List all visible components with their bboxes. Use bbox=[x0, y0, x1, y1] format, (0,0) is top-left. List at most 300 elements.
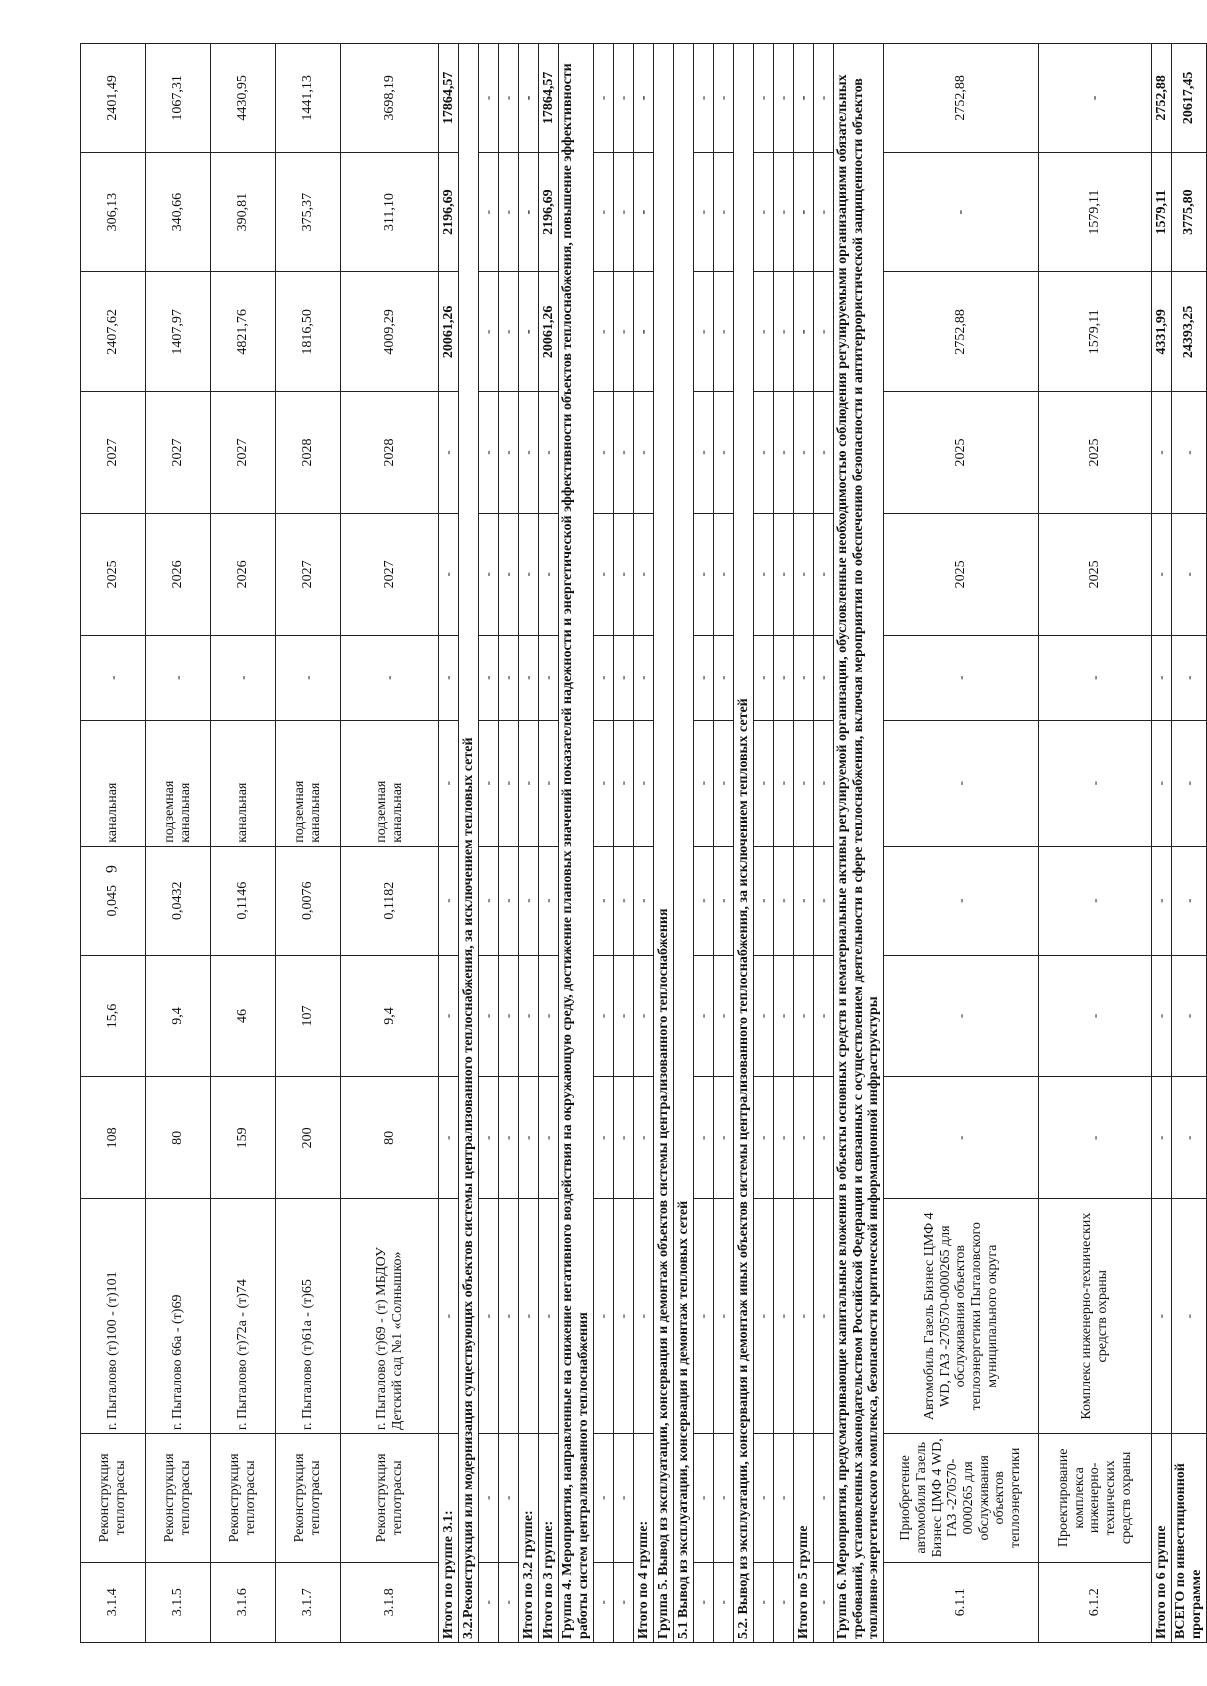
dash-cell: - bbox=[479, 635, 499, 720]
total-nds: - bbox=[519, 152, 539, 272]
empty-row bbox=[479, 44, 499, 1643]
measure-name: Проектирование комплекса инженерно-технических средств охраны bbox=[1039, 1434, 1152, 1562]
dash-cell: - bbox=[694, 1434, 714, 1562]
header-row-5-2 bbox=[734, 44, 754, 1643]
total-remaining: 17864,57 bbox=[439, 44, 459, 153]
row-number: 3.1.5 bbox=[146, 1562, 211, 1642]
dash-cell: - bbox=[884, 1077, 1039, 1199]
total-row-6 bbox=[1152, 44, 1172, 1643]
dash-cell: - bbox=[754, 1199, 774, 1434]
dash-cell: - bbox=[814, 720, 834, 846]
dash-cell: - bbox=[594, 513, 614, 635]
dash-cell: - bbox=[499, 44, 519, 153]
total-cost: - bbox=[519, 272, 539, 392]
dash-cell: - bbox=[814, 513, 834, 635]
dash-cell: - bbox=[479, 846, 499, 955]
diameter: 108 bbox=[81, 1077, 146, 1199]
dash-cell: - bbox=[814, 44, 834, 153]
remaining-value: 2752,88 bbox=[884, 44, 1039, 153]
length: 9,4 bbox=[146, 955, 211, 1077]
dash-cell: - bbox=[774, 513, 794, 635]
dash-cell: - bbox=[499, 392, 519, 514]
start-year: 2027 bbox=[341, 513, 439, 635]
length: 15,6 bbox=[81, 955, 146, 1077]
nds-value: 340,66 bbox=[146, 152, 211, 272]
length: 9,4 bbox=[341, 955, 439, 1077]
dash-cell: - bbox=[479, 152, 499, 272]
dash-cell: - bbox=[594, 152, 614, 272]
dash-cell: - bbox=[499, 152, 519, 272]
total-cost: 1407,97 bbox=[146, 272, 211, 392]
start-year: 2025 bbox=[884, 513, 1039, 635]
dash-cell: - bbox=[754, 152, 774, 272]
dash-cell: - bbox=[594, 1434, 614, 1562]
table-row bbox=[341, 44, 439, 1643]
table-row bbox=[276, 44, 341, 1643]
location: г. Пыталово (т)72а - (т)74 bbox=[211, 1199, 276, 1434]
end-year: 2027 bbox=[81, 392, 146, 514]
dash-cell: - bbox=[814, 635, 834, 720]
dash-cell: - bbox=[499, 1077, 519, 1199]
start-year: 2025 bbox=[1039, 513, 1152, 635]
total-nds: - bbox=[794, 152, 814, 272]
dash-cell: - bbox=[714, 1562, 734, 1642]
group-header: 5.1 Вывод из эксплуатации, консервация и демонтаж тепловых сетей bbox=[674, 44, 694, 1643]
dash-cell: - bbox=[774, 955, 794, 1077]
dash-cell: - bbox=[146, 635, 211, 720]
total-nds: 2196,69 bbox=[439, 152, 459, 272]
dash-cell: - bbox=[754, 720, 774, 846]
end-year: 2028 bbox=[276, 392, 341, 514]
dash-cell: - bbox=[634, 1199, 654, 1434]
dash-cell: - bbox=[594, 720, 614, 846]
total-cost: 24393,25 bbox=[1172, 272, 1207, 392]
dash-cell: - bbox=[1172, 955, 1207, 1077]
dash-cell: - bbox=[479, 272, 499, 392]
row-number: 6.1.2 bbox=[1039, 1562, 1152, 1642]
dash-cell: - bbox=[794, 1199, 814, 1434]
dash-cell: - bbox=[694, 955, 714, 1077]
table-body bbox=[81, 44, 1207, 1643]
table-row bbox=[884, 44, 1039, 1643]
dash-cell: - bbox=[594, 1562, 614, 1642]
dash-cell: - bbox=[714, 720, 734, 846]
total-cost: 4331,99 bbox=[1152, 272, 1172, 392]
dash-cell: - bbox=[539, 1077, 559, 1199]
row-number: 3.1.7 bbox=[276, 1562, 341, 1642]
group-header: Группа 5. Вывод из эксплуатации, консервация и демонтаж объектов системы централизованного теплоснабжения bbox=[654, 44, 674, 1643]
remaining-value: - bbox=[1039, 44, 1152, 153]
dash-cell: - bbox=[1039, 955, 1152, 1077]
dash-cell: - bbox=[794, 846, 814, 955]
total-cost: 2407,62 bbox=[81, 272, 146, 392]
dash-cell: - bbox=[774, 272, 794, 392]
empty-row bbox=[614, 44, 634, 1643]
dash-cell: - bbox=[81, 635, 146, 720]
dash-cell: - bbox=[614, 272, 634, 392]
dash-cell: - bbox=[774, 1562, 794, 1642]
measure-name: Реконструкция теплотрассы bbox=[81, 1434, 146, 1562]
dash-cell: - bbox=[1152, 1199, 1172, 1434]
dash-cell: - bbox=[1172, 1199, 1207, 1434]
nds-value: 1579,11 bbox=[1039, 152, 1152, 272]
total-label: ВСЕГО по инвестиционной программе bbox=[1172, 1434, 1207, 1643]
dash-cell: - bbox=[614, 955, 634, 1077]
dash-cell: - bbox=[614, 392, 634, 514]
total-remaining: - bbox=[519, 44, 539, 153]
dash-cell: - bbox=[479, 720, 499, 846]
dash-cell: - bbox=[594, 846, 614, 955]
remaining-value: 1441,13 bbox=[276, 44, 341, 153]
dash-cell: - bbox=[634, 846, 654, 955]
dash-cell: - bbox=[539, 1199, 559, 1434]
dash-cell: - bbox=[341, 635, 439, 720]
dash-cell: - bbox=[539, 392, 559, 514]
total-cost: 20061,26 bbox=[539, 272, 559, 392]
row-number: 3.1.4 bbox=[81, 1562, 146, 1642]
remaining-value: 2401,49 bbox=[81, 44, 146, 153]
dash-cell: - bbox=[754, 1562, 774, 1642]
dash-cell: - bbox=[754, 392, 774, 514]
dash-cell: - bbox=[1152, 955, 1172, 1077]
dash-cell: - bbox=[1039, 720, 1152, 846]
empty-row bbox=[814, 44, 834, 1643]
total-remaining: 17864,57 bbox=[539, 44, 559, 153]
measure-name: Приобретение автомобиля Газель Бизнес ЦМФ 4 WD, ГАЗ -270570-0000265 для обслуживания объектов теплоэнергетики bbox=[884, 1434, 1039, 1562]
dash-cell: - bbox=[694, 513, 714, 635]
dash-cell: - bbox=[614, 1434, 634, 1562]
dash-cell: - bbox=[774, 1434, 794, 1562]
total-remaining: - bbox=[794, 44, 814, 153]
dash-cell: - bbox=[634, 720, 654, 846]
header-row-3-2 bbox=[459, 44, 479, 1643]
dash-cell: - bbox=[499, 513, 519, 635]
dash-cell: - bbox=[714, 846, 734, 955]
total-label: Итого по 4 группе: bbox=[634, 1434, 654, 1643]
dash-cell: - bbox=[1172, 1077, 1207, 1199]
nds-value: 390,81 bbox=[211, 152, 276, 272]
dash-cell: - bbox=[694, 272, 714, 392]
dash-cell: - bbox=[794, 392, 814, 514]
total-row-5 bbox=[794, 44, 814, 1643]
dash-cell: - bbox=[814, 955, 834, 1077]
dash-cell: - bbox=[754, 1434, 774, 1562]
dash-cell: - bbox=[714, 44, 734, 153]
empty-row bbox=[774, 44, 794, 1643]
dash-cell: - bbox=[439, 392, 459, 514]
dash-cell: - bbox=[1039, 846, 1152, 955]
dash-cell: - bbox=[539, 513, 559, 635]
volume: 0,0432 bbox=[146, 846, 211, 955]
dash-cell: - bbox=[634, 513, 654, 635]
dash-cell: - bbox=[814, 846, 834, 955]
length: 107 bbox=[276, 955, 341, 1077]
dash-cell: - bbox=[1039, 1077, 1152, 1199]
dash-cell: - bbox=[754, 272, 774, 392]
table-row bbox=[211, 44, 276, 1643]
empty-row bbox=[714, 44, 734, 1643]
dash-cell: - bbox=[519, 1077, 539, 1199]
dash-cell: - bbox=[754, 44, 774, 153]
dash-cell: - bbox=[479, 1562, 499, 1642]
start-year: 2025 bbox=[81, 513, 146, 635]
dash-cell: - bbox=[499, 1562, 519, 1642]
empty-row bbox=[694, 44, 714, 1643]
dash-cell: - bbox=[276, 635, 341, 720]
dash-cell: - bbox=[694, 846, 714, 955]
dash-cell: - bbox=[634, 635, 654, 720]
start-year: 2026 bbox=[211, 513, 276, 635]
dash-cell: - bbox=[539, 846, 559, 955]
dash-cell: - bbox=[694, 720, 714, 846]
dash-cell: - bbox=[479, 1199, 499, 1434]
dash-cell: - bbox=[594, 1077, 614, 1199]
group-header: Группа 6. Мероприятия, предусматривающие капитальные вложения в объекты основных средств и нематериальные активы регулируемой организации, обусловленные необходимостью соблюдения регулируемыми организациями обязательных требований, установленных законодательством Российской Федерации и связанных с осуществлением деятельности в сфере теплоснабжения, включая мероприятия по обеспечению безопасности и антитеррористической защищенности объектов топливно-энергетического комплекса, безопасности критической информационной инфраструктуры bbox=[834, 44, 884, 1643]
length: 46 bbox=[211, 955, 276, 1077]
dash-cell: - bbox=[614, 635, 634, 720]
header-row-6 bbox=[834, 44, 884, 1643]
dash-cell: - bbox=[714, 1077, 734, 1199]
header-row-5-1 bbox=[674, 44, 694, 1643]
dash-cell: - bbox=[1152, 1077, 1172, 1199]
dash-cell: - bbox=[694, 152, 714, 272]
dash-cell: - bbox=[1172, 513, 1207, 635]
location: Комплекс инженерно-технических средств охраны bbox=[1039, 1199, 1152, 1434]
measure-name: Реконструкция теплотрассы bbox=[211, 1434, 276, 1562]
dash-cell: - bbox=[499, 1434, 519, 1562]
dash-cell: - bbox=[499, 1199, 519, 1434]
dash-cell: - bbox=[499, 955, 519, 1077]
total-label: Итого по 5 группе bbox=[794, 1434, 814, 1643]
dash-cell: - bbox=[439, 846, 459, 955]
dash-cell: - bbox=[714, 152, 734, 272]
dash-cell: - bbox=[1152, 513, 1172, 635]
total-nds: 2196,69 bbox=[539, 152, 559, 272]
dash-cell: - bbox=[539, 955, 559, 1077]
table-row bbox=[1039, 44, 1152, 1643]
total-cost: 1816,50 bbox=[276, 272, 341, 392]
table-row bbox=[146, 44, 211, 1643]
total-row-3 bbox=[539, 44, 559, 1643]
total-remaining: 20617,45 bbox=[1172, 44, 1207, 153]
dash-cell: - bbox=[614, 846, 634, 955]
remaining-value: 3698,19 bbox=[341, 44, 439, 153]
diameter: 80 bbox=[146, 1077, 211, 1199]
dash-cell: - bbox=[694, 1199, 714, 1434]
dash-cell: - bbox=[794, 955, 814, 1077]
dash-cell: - bbox=[594, 635, 614, 720]
total-label: Итого по группе 3.1: bbox=[439, 1434, 459, 1643]
total-nds: 1579,11 bbox=[1152, 152, 1172, 272]
measure-name: Реконструкция теплотрассы bbox=[276, 1434, 341, 1562]
dash-cell: - bbox=[499, 720, 519, 846]
end-year: 2028 bbox=[341, 392, 439, 514]
dash-cell: - bbox=[1172, 846, 1207, 955]
dash-cell: - bbox=[714, 1434, 734, 1562]
dash-cell: - bbox=[814, 1199, 834, 1434]
dash-cell: - bbox=[774, 846, 794, 955]
dash-cell: - bbox=[814, 1562, 834, 1642]
dash-cell: - bbox=[479, 392, 499, 514]
table-row bbox=[81, 44, 146, 1643]
dash-cell: - bbox=[519, 513, 539, 635]
dash-cell: - bbox=[694, 44, 714, 153]
total-cost: 1579,11 bbox=[1039, 272, 1152, 392]
dash-cell: - bbox=[539, 720, 559, 846]
dash-cell: - bbox=[634, 955, 654, 1077]
dash-cell: - bbox=[1152, 392, 1172, 514]
location: г. Пыталово (т)100 - (т)101 bbox=[81, 1199, 146, 1434]
total-row-3-1 bbox=[439, 44, 459, 1643]
dash-cell: - bbox=[794, 635, 814, 720]
dash-cell: - bbox=[614, 513, 634, 635]
dash-cell: - bbox=[439, 513, 459, 635]
volume: 0,1182 bbox=[341, 846, 439, 955]
total-row-4 bbox=[634, 44, 654, 1643]
dash-cell: - bbox=[519, 392, 539, 514]
dash-cell: - bbox=[539, 635, 559, 720]
dash-cell: - bbox=[594, 392, 614, 514]
dash-cell: - bbox=[614, 1077, 634, 1199]
dash-cell: - bbox=[774, 44, 794, 153]
total-nds: 3775,80 bbox=[1172, 152, 1207, 272]
end-year: 2027 bbox=[211, 392, 276, 514]
page-number: 6 bbox=[102, 865, 119, 873]
dash-cell: - bbox=[1152, 846, 1172, 955]
dash-cell: - bbox=[479, 955, 499, 1077]
dash-cell: - bbox=[1172, 720, 1207, 846]
header-row-5 bbox=[654, 44, 674, 1643]
dash-cell: - bbox=[774, 152, 794, 272]
location: Автомобиль Газель Бизнес ЦМФ 4 WD, ГАЗ -270570-0000265 для обслуживания объектов теплоэнергетики Пыталовского муниципального округа bbox=[884, 1199, 1039, 1434]
dash-cell: - bbox=[714, 955, 734, 1077]
dash-cell: - bbox=[499, 272, 519, 392]
row-number: 3.1.8 bbox=[341, 1562, 439, 1642]
dash-cell: - bbox=[211, 635, 276, 720]
dash-cell: - bbox=[614, 720, 634, 846]
end-year: 2025 bbox=[1039, 392, 1152, 514]
dash-cell: - bbox=[774, 1199, 794, 1434]
dash-cell: - bbox=[519, 720, 539, 846]
dash-cell: - bbox=[814, 1077, 834, 1199]
dash-cell: - bbox=[754, 635, 774, 720]
total-nds: - bbox=[634, 152, 654, 272]
total-cost: 2752,88 bbox=[884, 272, 1039, 392]
dash-cell: - bbox=[614, 152, 634, 272]
dash-cell: - bbox=[519, 955, 539, 1077]
dash-cell: - bbox=[1172, 392, 1207, 514]
dash-cell: - bbox=[884, 635, 1039, 720]
dash-cell: - bbox=[594, 1199, 614, 1434]
dash-cell: - bbox=[714, 513, 734, 635]
dash-cell: - bbox=[439, 1199, 459, 1434]
dash-cell: - bbox=[614, 1199, 634, 1434]
dash-cell: - bbox=[439, 955, 459, 1077]
dash-cell: - bbox=[814, 1434, 834, 1562]
dash-cell: - bbox=[774, 720, 794, 846]
measure-name: Реконструкция теплотрассы bbox=[341, 1434, 439, 1562]
dash-cell: - bbox=[714, 392, 734, 514]
grand-total-row bbox=[1172, 44, 1207, 1643]
start-year: 2026 bbox=[146, 513, 211, 635]
dash-cell: - bbox=[594, 272, 614, 392]
rotated-table-wrapper bbox=[80, 43, 1205, 1643]
dash-cell: - bbox=[479, 1077, 499, 1199]
laying-type: подземная канальная bbox=[341, 720, 439, 846]
dash-cell: - bbox=[754, 1077, 774, 1199]
dash-cell: - bbox=[714, 1199, 734, 1434]
dash-cell: - bbox=[754, 513, 774, 635]
remaining-value: 1067,31 bbox=[146, 44, 211, 153]
total-cost: - bbox=[634, 272, 654, 392]
diameter: 159 bbox=[211, 1077, 276, 1199]
group-header: 3.2.Реконструкция или модернизация существующих объектов системы централизованного теплоснабжения, за исключением тепловых сетей bbox=[459, 44, 479, 1643]
measure-name: Реконструкция теплотрассы bbox=[146, 1434, 211, 1562]
laying-type: подземная канальная bbox=[276, 720, 341, 846]
row-number: 3.1.6 bbox=[211, 1562, 276, 1642]
end-year: 2027 bbox=[146, 392, 211, 514]
dash-cell: - bbox=[814, 392, 834, 514]
nds-value: 375,37 bbox=[276, 152, 341, 272]
remaining-value: 4430,95 bbox=[211, 44, 276, 153]
empty-row bbox=[594, 44, 614, 1643]
dash-cell: - bbox=[1152, 720, 1172, 846]
dash-cell: - bbox=[479, 1434, 499, 1562]
dash-cell: - bbox=[614, 1562, 634, 1642]
dash-cell: - bbox=[794, 720, 814, 846]
location: г. Пыталово (т)69 - (т) МБДОУ Детский сад №1 «Солнышко» bbox=[341, 1199, 439, 1434]
dash-cell: - bbox=[754, 846, 774, 955]
location: г. Пыталово 66а - (т)69 bbox=[146, 1199, 211, 1434]
dash-cell: - bbox=[814, 272, 834, 392]
volume: 0,0076 bbox=[276, 846, 341, 955]
dash-cell: - bbox=[774, 1077, 794, 1199]
dash-cell: - bbox=[794, 513, 814, 635]
nds-value: 311,10 bbox=[341, 152, 439, 272]
dash-cell: - bbox=[1172, 635, 1207, 720]
total-label: Итого по 3.2 группе: bbox=[519, 1434, 539, 1643]
dash-cell: - bbox=[694, 392, 714, 514]
dash-cell: - bbox=[634, 1077, 654, 1199]
laying-type: канальная bbox=[81, 720, 146, 846]
total-row-3-2 bbox=[519, 44, 539, 1643]
investment-table bbox=[80, 43, 1207, 1643]
diameter: 80 bbox=[341, 1077, 439, 1199]
laying-type: подземная канальная bbox=[146, 720, 211, 846]
laying-type: канальная bbox=[211, 720, 276, 846]
group-header: 5.2. Вывод из эксплуатации, консервация и демонтаж иных объектов системы централизованного теплоснабжения, за исключением тепловых сетей bbox=[734, 44, 754, 1643]
dash-cell: - bbox=[884, 955, 1039, 1077]
total-label: Итого по 6 группе bbox=[1152, 1434, 1172, 1643]
dash-cell: - bbox=[1039, 635, 1152, 720]
dash-cell: - bbox=[479, 44, 499, 153]
header-row-4 bbox=[559, 44, 594, 1643]
nds-value: - bbox=[884, 152, 1039, 272]
dash-cell: - bbox=[479, 513, 499, 635]
dash-cell: - bbox=[794, 1077, 814, 1199]
location: г. Пыталово (т)61а - (т)65 bbox=[276, 1199, 341, 1434]
diameter: 200 bbox=[276, 1077, 341, 1199]
dash-cell: - bbox=[519, 846, 539, 955]
dash-cell: - bbox=[439, 1077, 459, 1199]
total-label: Итого по 3 группе: bbox=[539, 1434, 559, 1643]
dash-cell: - bbox=[594, 955, 614, 1077]
dash-cell: - bbox=[519, 1199, 539, 1434]
empty-row bbox=[499, 44, 519, 1643]
dash-cell: - bbox=[714, 272, 734, 392]
nds-value: 306,13 bbox=[81, 152, 146, 272]
dash-cell: - bbox=[774, 635, 794, 720]
